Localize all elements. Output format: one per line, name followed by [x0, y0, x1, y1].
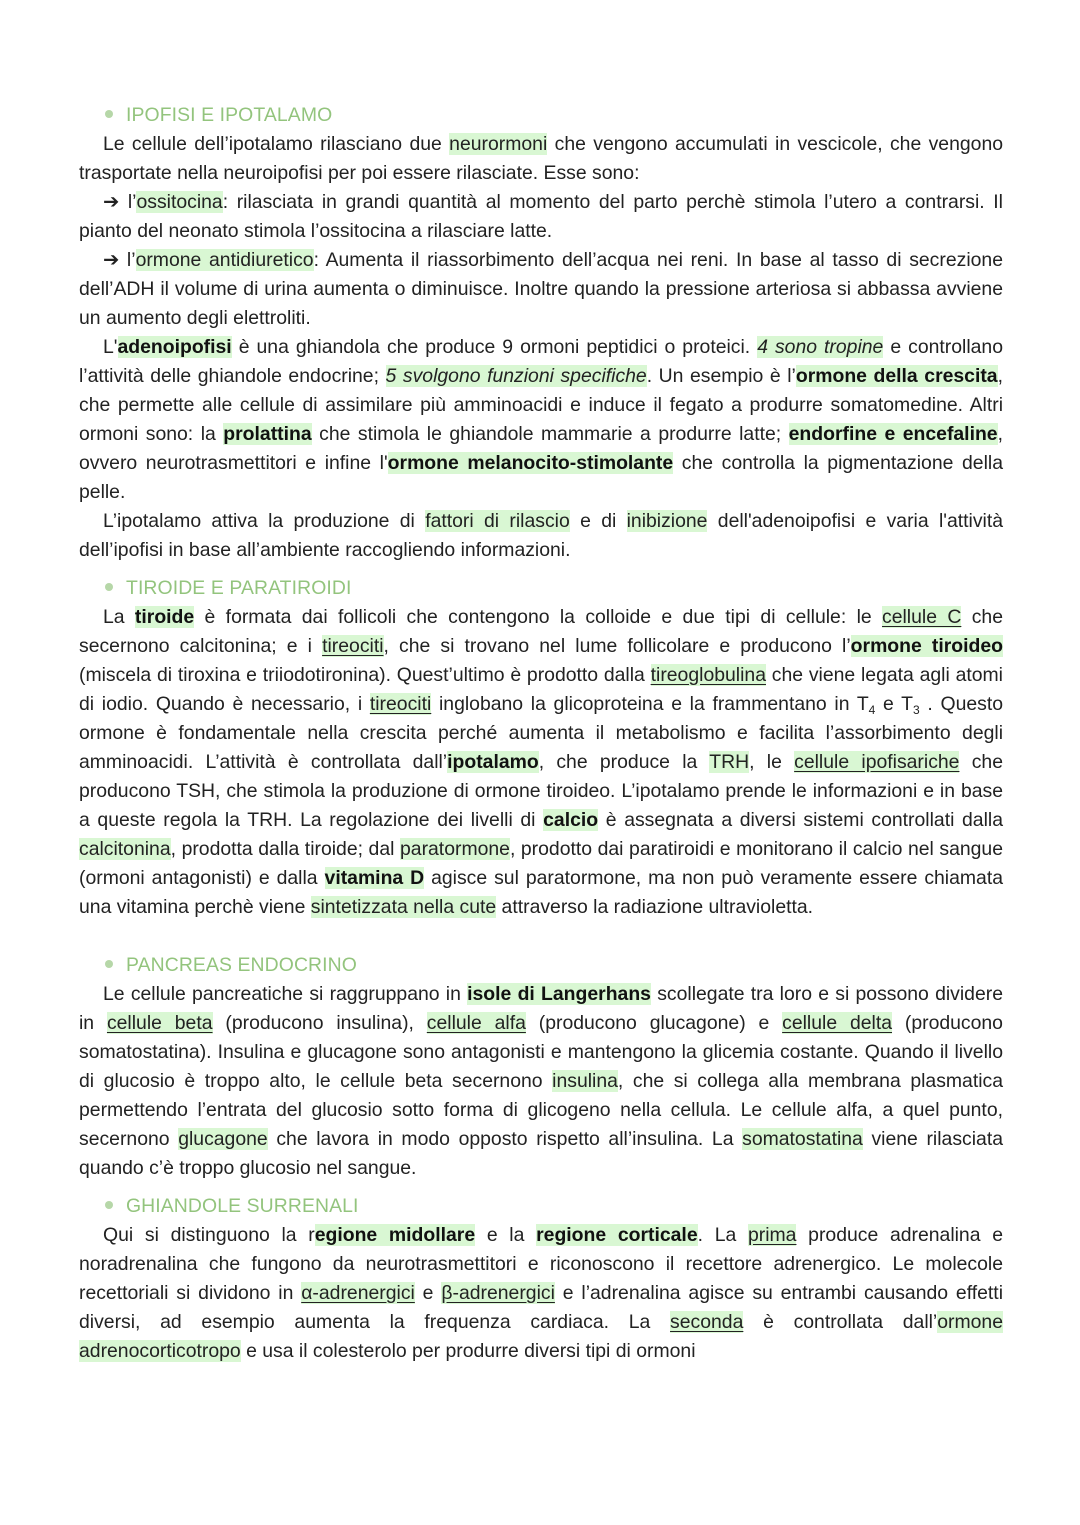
text-run: La [103, 606, 135, 628]
text-run: ➔ l’ [103, 191, 137, 213]
text-run: e di [569, 510, 627, 532]
text-run: tireociti [369, 693, 432, 715]
text-run: cellule ipofisariche [794, 751, 960, 773]
text-run: insulina [552, 1070, 618, 1092]
text-run: PANCREAS ENDOCRINO [126, 954, 357, 976]
text-run: è formata dai follicoli che contengono la colloide e due tipi di cellule: le [194, 606, 883, 628]
text-run: . La [697, 1224, 748, 1246]
text-run: calcio [543, 809, 599, 831]
text-run: che lavora in modo opposto rispetto all’insulina. La [267, 1128, 743, 1150]
text-run: sintetizzata nella cute [310, 896, 497, 918]
text-run: inglobano la glicoproteina e la frammentano in T [431, 693, 869, 715]
text-run: isole di Langerhans [467, 983, 651, 1005]
paragraph [79, 507, 1003, 565]
text-run: paratormone [400, 838, 510, 860]
text-run: , che produce la [538, 751, 710, 773]
text-run: e controllano l’attività delle ghiandole endocrine; [79, 336, 1003, 387]
arrow-item [79, 246, 1003, 333]
text-run: ormone antidiuretico [135, 249, 314, 271]
text-run: (producono insulina), [212, 1012, 427, 1034]
text-run: e usa il colesterolo per produrre diversi tipi di ormoni [240, 1340, 696, 1362]
text-run: : Aumenta il riassorbimento dell’acqua nei reni. In base al tasso di secrezione dell’ADH il volume di urina aumenta o diminuisce. Inoltre quando la pressione arteriosa si abbassa avviene un aumento degli elettroliti. [79, 249, 1003, 329]
text-run: , le [749, 751, 795, 773]
text-run: egione midollare [314, 1224, 476, 1246]
text-run: TRH [709, 751, 750, 773]
text-run: e [414, 1282, 442, 1304]
text-run: β-adrenergici [441, 1282, 555, 1304]
text-run: che secernono calcitonina; e i [79, 606, 1003, 657]
paragraph [79, 603, 1003, 922]
text-run: e T [875, 693, 914, 715]
text-run: 5 svolgono funzioni specifiche [385, 365, 647, 387]
text-run: , ovvero neurotrasmettitori e infine l' [79, 423, 1003, 474]
text-run: , che permette alle cellule di assimilare più amminoacidi e induce il fegato a produrre somatomedine. Altri ormoni sono: la [79, 365, 1003, 445]
text-run: somatostatina [742, 1128, 863, 1150]
section-heading [105, 573, 1003, 603]
section-ipofisi [79, 100, 1003, 565]
text-run: produce adrenalina e noradrenalina che fungono da neurotrasmettitori e riconoscono il recettore adrenergico. Le molecole recettoriali si dividono in [79, 1224, 1003, 1304]
text-run: vitamina D [324, 867, 425, 889]
text-run: regione corticale [536, 1224, 698, 1246]
text-run: , che si collega alla membrana plasmatica permettendo l’entrata del glucosio sotto forma di glicogeno nella cellula. Le cellule alfa, a quel punto, secernono [79, 1070, 1003, 1150]
text-run: prima [747, 1224, 797, 1246]
arrow-item [79, 188, 1003, 246]
text-run: adenoipofisi [117, 336, 232, 358]
text-run: tireoglobulina [650, 664, 766, 686]
text-run: cellule delta [782, 1012, 893, 1034]
text-run: che controlla la pigmentazione della pelle. [79, 452, 1003, 503]
paragraph [79, 1221, 1003, 1366]
text-run: L’ipotalamo attiva la produzione di [103, 510, 426, 532]
text-run: GHIANDOLE SURRENALI [126, 1195, 359, 1217]
text-run: seconda [670, 1311, 744, 1333]
text-run: cellule C [882, 606, 962, 628]
text-run: IPOFISI E IPOTALAMO [126, 104, 333, 126]
text-run: : rilasciata in grandi quantità al momento del parto perchè stimola l’utero a contrarsi. Il pianto del neonato stimola l’ossitocina a rilasciare latte. [79, 191, 1003, 242]
paragraph [79, 130, 1003, 188]
text-run: inibizione [626, 510, 708, 532]
text-run: 4 sono tropine [757, 336, 884, 358]
text-run: ipotalamo [447, 751, 539, 773]
text-run: (miscela di tiroxina e triiodotironina). Quest’ultimo è prodotto dalla [79, 664, 651, 686]
section-pancreas [79, 950, 1003, 1183]
text-run: tireociti [322, 635, 384, 657]
text-run: ormone adrenocorticotropo [79, 1311, 1003, 1362]
text-run: , prodotta dalla tiroide; dal [170, 838, 400, 860]
text-run: α-adrenergici [301, 1282, 415, 1304]
text-run: TIROIDE E PARATIROIDI [126, 577, 352, 599]
text-run: è assegnata a diversi sistemi controllati dalla [598, 809, 1003, 831]
bullet-icon [105, 960, 113, 968]
section-heading [105, 100, 1003, 130]
document-page [79, 100, 1003, 1366]
text-run: ormone tiroideo [850, 635, 1003, 657]
text-run: endorfine e encefaline [788, 423, 998, 445]
text-run: ormone della crescita [795, 365, 998, 387]
text-run: Le cellule pancreatiche si raggruppano in [103, 983, 468, 1005]
text-run: che producono TSH, che stimola la produzione di ormone tiroideo. L’ipotalamo prende le informazioni e in base a queste regola la TRH. La regolazione dei livelli di [79, 751, 1004, 831]
text-run: calcitonina [79, 838, 171, 860]
section-tiroide [79, 573, 1003, 922]
text-run: cellule alfa [426, 1012, 526, 1034]
text-run: che stimola le ghiandole mammarie a produrre latte; [311, 423, 789, 445]
text-run: . Questo ormone è fondamentale nella crescita perché aumenta il metabolismo e facilita l’assorbimento degli amminoacidi. L’attività è controllata dall’ [79, 693, 1004, 773]
text-run: 4 [868, 703, 876, 717]
text-run: che viene legata agli atomi di iodio. Quando è necessario, i [79, 664, 1003, 715]
text-run: fattori di rilascio [425, 510, 570, 532]
text-run: scollegate tra loro e si possono dividere in [79, 983, 1003, 1034]
text-run: ossitocina [136, 191, 223, 213]
text-run: cellule beta [106, 1012, 213, 1034]
text-run: ormone melanocito-stimolante [387, 452, 674, 474]
text-run: Le cellule dell’ipotalamo rilasciano due [103, 133, 450, 155]
text-run: . Un esempio è l’ [646, 365, 796, 387]
text-run: 3 [913, 703, 920, 717]
text-run: (producono somatostatina). Insulina e glucagone sono antagonisti e mantengono la glicemia costante. Quando il livello di glucosio è troppo alto, le cellule beta secernono [79, 1012, 1003, 1092]
section-surrenali [79, 1191, 1003, 1366]
bullet-icon [105, 583, 113, 591]
text-run: viene rilasciata quando c’è troppo glucosio nel sangue. [79, 1128, 1003, 1179]
text-run: attraverso la radiazione ultravioletta. [496, 896, 814, 918]
text-run: , prodotto dai paratiroidi e monitorano il calcio nel sangue (ormoni antagonisti) e dalla [79, 838, 1003, 889]
text-run: glucagone [178, 1128, 268, 1150]
text-run: e la [475, 1224, 537, 1246]
text-run: prolattina [223, 423, 312, 445]
text-run: dell'adenoipofisi e varia l'attività dell’ipofisi in base all’ambiente raccogliendo informazioni. [79, 510, 1004, 561]
text-run: (producono glucagone) e [525, 1012, 783, 1034]
text-run: ➔ l’ [103, 249, 136, 271]
text-run: , che si trovano nel lume follicolare e producono l’ [383, 635, 851, 657]
text-run: L' [103, 336, 118, 358]
text-run: e l’adrenalina agisce su entrambi causando effetti diversi, ad esempio aumenta la frequenza cardiaca. La [79, 1282, 1004, 1333]
text-run: Qui si distinguono la r [103, 1224, 315, 1246]
paragraph [79, 980, 1003, 1183]
section-heading [105, 950, 1003, 980]
section-heading [105, 1191, 1003, 1221]
bullet-icon [105, 110, 113, 118]
text-run: neurormoni [449, 133, 548, 155]
text-run: tiroide [134, 606, 195, 628]
text-run: agisce sul paratormone, ma non può veramente essere chiamata una vitamina perchè viene [79, 867, 1003, 918]
text-run: è una ghiandola che produce 9 ormoni peptidici o proteici. [231, 336, 758, 358]
bullet-icon [105, 1201, 113, 1209]
text-run: che vengono accumulati in vescicole, che vengono trasportate nella neuroipofisi per poi essere rilasciate. Esse sono: [79, 133, 1004, 184]
paragraph [79, 333, 1003, 507]
text-run: è controllata dall’ [743, 1311, 938, 1333]
